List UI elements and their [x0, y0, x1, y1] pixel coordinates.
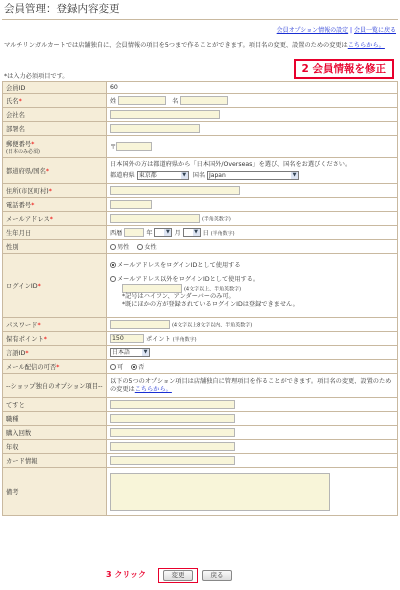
login-opt2: メールアドレス以外をログインIDとして使用する。 — [117, 275, 260, 283]
label-email: メールアドレス — [6, 216, 50, 223]
row-opt-job — [3, 412, 398, 426]
month-select[interactable] — [154, 228, 172, 237]
member-id-value: 60 — [107, 82, 398, 94]
row-prefecture: 都道府県/国名* 日本国外の方は都道府県から「日本国外/Overseas」を選び、国名をお選びください。 都道府県 東京都 ▼ 国名 Japan ▼ — [3, 158, 398, 184]
points-input[interactable]: 150 — [110, 334, 144, 343]
language-select[interactable]: 日本語 ▼ — [110, 348, 150, 357]
sei-input[interactable] — [118, 96, 166, 105]
row-member-id — [3, 82, 398, 94]
points-hint: (半角数字) — [172, 336, 197, 343]
login-email-radio[interactable] — [110, 262, 116, 268]
gender-male-label: 男性 — [117, 244, 130, 251]
label-opt-card: カード情報 — [3, 454, 107, 468]
opt-count-input[interactable] — [110, 428, 235, 437]
row-password: パスワード* (4文字以上8文字以内、半角英数字) — [3, 318, 398, 332]
row-opt-test — [3, 398, 398, 412]
mail-no-label: 否 — [138, 364, 145, 371]
label-opt-count: 購入回数 — [3, 426, 107, 440]
era-label: 西暦 — [110, 229, 123, 237]
email-hint: (半角英数字) — [201, 216, 231, 223]
label-birthday: 生年月日 — [3, 226, 107, 240]
login-note2: *既にほかの方が登録されているログインIDは登録できません。 — [122, 301, 299, 309]
prefecture-select[interactable]: 東京都 ▼ — [137, 171, 189, 180]
title-bar — [2, 2, 398, 20]
row-address: 住所(市区町村)* — [3, 184, 398, 198]
opt-job-input[interactable] — [110, 414, 235, 423]
chevron-down-icon: ▼ — [182, 171, 187, 178]
login-other-radio[interactable] — [110, 276, 116, 282]
postal-sub: (日本のみ必須) — [6, 148, 40, 155]
password-input[interactable] — [110, 320, 170, 329]
opt-card-input[interactable] — [110, 456, 235, 465]
chevron-down-icon: ▼ — [166, 229, 170, 236]
day-select[interactable] — [183, 228, 201, 237]
row-memo — [3, 468, 398, 516]
points-unit: ポイント — [145, 335, 171, 343]
label-password: パスワード — [6, 322, 38, 329]
label-company: 会社名 — [3, 108, 107, 122]
opt-test-input[interactable] — [110, 400, 235, 409]
chevron-down-icon: ▼ — [194, 229, 199, 236]
label-points: 保有ポイント — [6, 336, 44, 343]
mail-yes-label: 可 — [117, 364, 124, 371]
year-input[interactable] — [124, 228, 144, 237]
sei-label: 姓 — [110, 97, 117, 105]
login-hint: (4文字以上、半角英数字) — [183, 286, 242, 293]
country-select[interactable]: Japan ▼ — [207, 171, 299, 180]
option-settings-link[interactable]: 会員オプション情報の設定 — [276, 27, 349, 34]
prefecture-desc: 日本国外の方は都道府県から「日本国外/Overseas」を選び、国名をお選びください。 — [110, 161, 352, 169]
mei-label: 名 — [172, 97, 179, 105]
required-note: *は入力必須項目です。 — [4, 73, 69, 80]
mail-yes-radio[interactable] — [110, 364, 116, 370]
options-desc: 以下の5つのオプション項目は店舗独自に管理項目を作ることができます。項目名の変更、設置のための変更は — [110, 377, 392, 393]
member-form — [2, 81, 398, 516]
intro-link[interactable]: こちらから。 — [347, 42, 385, 49]
label-options: --ショップ独自のオプション項目-- — [3, 374, 107, 398]
options-link[interactable]: こちらから。 — [134, 385, 172, 393]
row-points: 保有ポイント* 150 ポイント (半角数字) — [3, 332, 398, 346]
intro-text: マルチリンガルカートでは店舗独自に、会員情報の項目を5つまで作ることができます。項目名の変更、設置のための変更はこちらから。 — [4, 42, 385, 49]
row-postal: 郵便番号* (日本のみ必須) 〒 — [3, 136, 398, 158]
row-email: メールアドレス* (半角英数字) — [3, 212, 398, 226]
gender-female-label: 女性 — [144, 244, 157, 251]
row-language: 言語ID* 日本語 ▼ — [3, 346, 398, 360]
login-opt1: メールアドレスをログインIDとして使用する — [117, 261, 241, 269]
row-birthday — [3, 226, 398, 240]
year-label: 年 — [146, 229, 153, 237]
row-mail-ok: メール配信の可否* 可 否 — [3, 360, 398, 374]
gender-female-radio[interactable] — [137, 244, 143, 250]
label-login: ログインID — [6, 283, 38, 290]
postal-prefix: 〒 — [110, 143, 117, 151]
chevron-down-icon: ▼ — [292, 171, 297, 178]
back-button[interactable]: 戻る — [202, 570, 232, 581]
row-company — [3, 108, 398, 122]
label-mail-ok: メール配信の可否 — [6, 364, 57, 371]
row-gender — [3, 240, 398, 254]
label-memo: 備考 — [3, 468, 107, 516]
label-prefecture: 都道府県/国名 — [6, 168, 46, 175]
pref-label: 都道府県 — [110, 172, 135, 180]
mail-no-radio[interactable] — [131, 364, 137, 370]
opt-income-input[interactable] — [110, 442, 235, 451]
label-department: 部署名 — [3, 122, 107, 136]
label-name: 氏名 — [6, 98, 19, 105]
company-input[interactable] — [110, 110, 220, 119]
button-row — [0, 568, 400, 584]
label-opt-test: てすと — [3, 398, 107, 412]
row-login: ログインID* メールアドレスをログインIDとして使用する メールアドレス以外をログインIDとして使用する。 (4文字以上、半角英数字) *記号はハイフン、アンダーバーのみ可。 *既にほかの方が登録されているログインIDは登録できません。 — [3, 254, 398, 318]
label-member-id: 会員ID — [3, 82, 107, 94]
birthday-hint: (半角数字) — [210, 230, 235, 237]
link-separator: | — [348, 27, 354, 34]
top-links — [277, 25, 396, 34]
row-opt-count — [3, 426, 398, 440]
phone-input[interactable] — [110, 200, 152, 209]
submit-button[interactable]: 変更 — [163, 570, 193, 581]
email-input[interactable] — [110, 214, 200, 223]
gender-male-radio[interactable] — [110, 244, 116, 250]
label-language: 言語ID — [6, 350, 26, 357]
row-name: 氏名* 姓 名 — [3, 94, 398, 108]
label-phone: 電話番号 — [6, 202, 32, 209]
login-note1: *記号はハイフン、アンダーバーのみ可。 — [122, 293, 235, 301]
label-opt-income: 年収 — [3, 440, 107, 454]
password-hint: (4文字以上8文字以内、半角英数字) — [171, 322, 253, 329]
country-label: 国名 — [192, 172, 206, 180]
row-opt-card — [3, 454, 398, 468]
address-input[interactable] — [110, 186, 240, 195]
back-to-list-link[interactable]: 会員一覧に戻る — [353, 27, 396, 34]
memo-textarea[interactable] — [110, 473, 330, 511]
chevron-down-icon: ▼ — [143, 349, 148, 355]
row-department — [3, 122, 398, 136]
day-label: 日 — [202, 229, 209, 237]
row-phone: 電話番号* — [3, 198, 398, 212]
month-label: 月 — [174, 229, 181, 237]
label-postal: 郵便番号 — [6, 140, 32, 148]
label-gender: 性別 — [3, 240, 107, 254]
postal-input[interactable] — [116, 142, 152, 151]
mei-input[interactable] — [180, 96, 228, 105]
label-opt-job: 職種 — [3, 412, 107, 426]
step3-callout: 3 クリック — [106, 570, 147, 579]
row-options-header — [3, 374, 398, 398]
page-title: 会員管理：登録内容変更 — [4, 3, 120, 15]
label-address: 住所(市区町村) — [6, 188, 49, 195]
step2-callout: 2 会員情報を修正 — [294, 59, 394, 79]
department-input[interactable] — [110, 124, 200, 133]
login-id-input[interactable] — [122, 284, 182, 293]
row-opt-income — [3, 440, 398, 454]
